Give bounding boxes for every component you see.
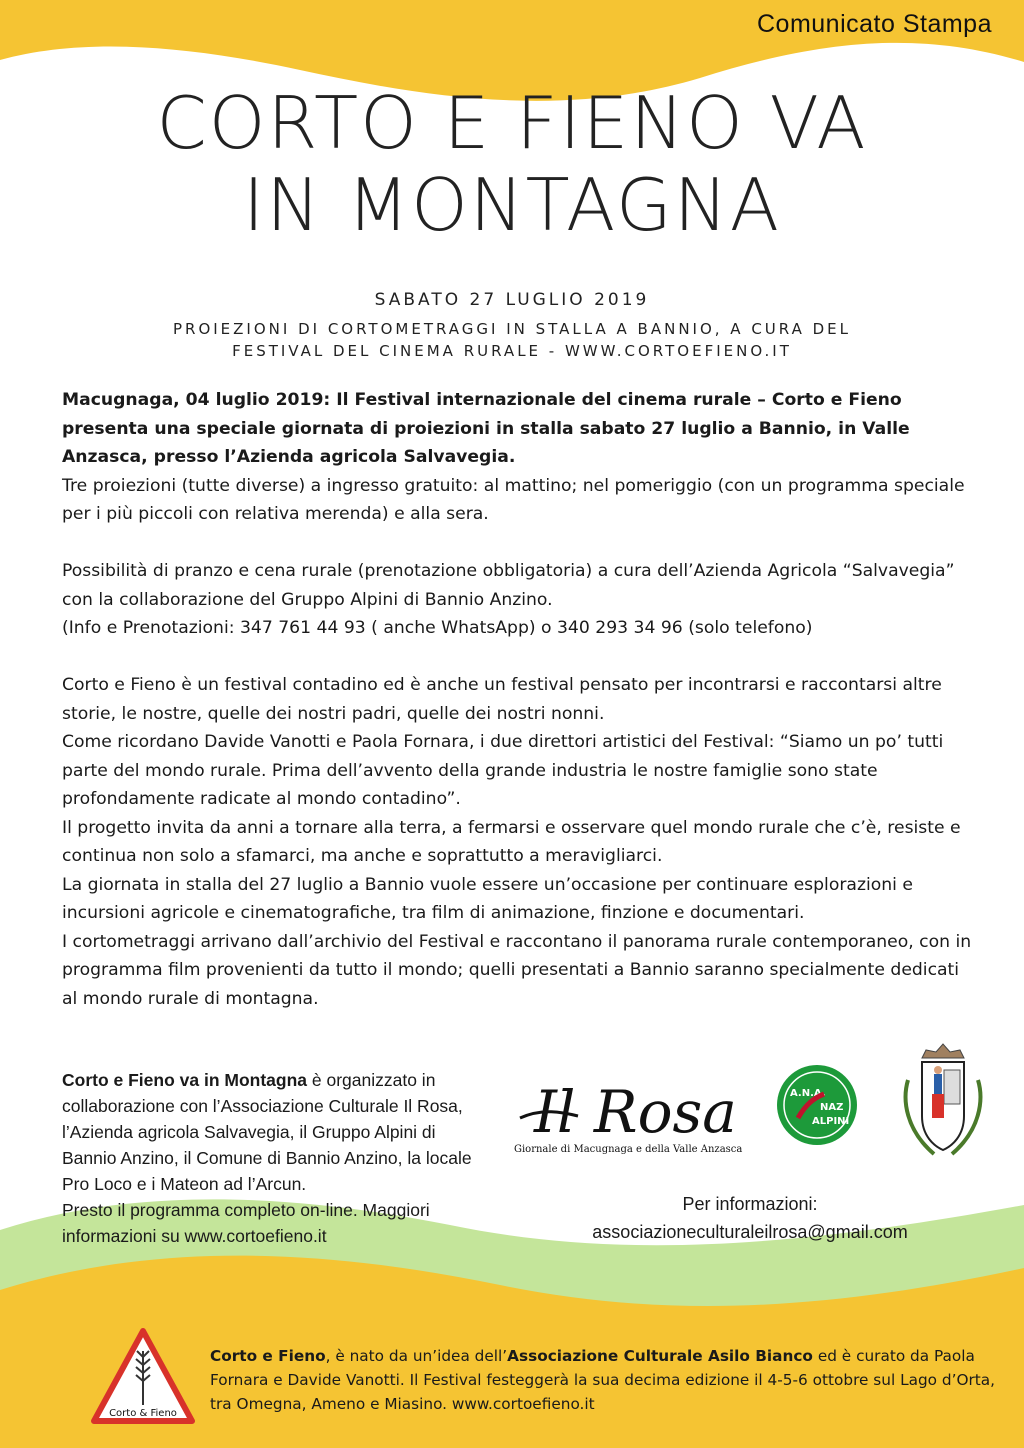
organizers-event-name: Corto e Fieno va in Montagna <box>62 1070 308 1090</box>
press-body <box>62 386 972 1013</box>
body-paragraph: Possibilità di pranzo e cena rurale (prenotazione obbligatoria) a cura dell’Azienda Agricola “Salvavegia” con la collaborazione del Gruppo Alpini di Bannio Anzino. <box>62 561 955 610</box>
contact-label: Per informazioni: <box>682 1194 818 1214</box>
body-paragraph: Corto e Fieno è un festival contadino ed è anche un festival pensato per incontrarsi e raccontarsi altre storie, le nostre, quelle dei nostri padri, quelle dei nostri nonni. <box>62 675 942 724</box>
footer-association-name: Associazione Culturale Asilo Bianco <box>507 1347 813 1365</box>
page-title-line-1: CORTO E FIENO VA <box>156 81 868 165</box>
corto-e-fieno-logo <box>90 1325 196 1427</box>
alpini-logo <box>776 1064 858 1146</box>
organizers-block <box>62 1067 482 1249</box>
body-paragraph: Il progetto invita da anni a tornare alla terra, a fermarsi e osservare quel mondo rurale che c’è, resiste e continua non solo a sfamarci, ma anche e soprattutto a meravigliarci. <box>62 817 961 866</box>
event-subtitle <box>120 318 904 362</box>
il-rosa-logo <box>512 1070 762 1160</box>
il-rosa-logo-title: Il Rosa <box>534 1078 737 1146</box>
body-paragraph: Tre proiezioni (tutte diverse) a ingresso gratuito: al mattino; nel pomeriggio (con un programma speciale per i più piccoli con relativa merenda) e alla sera. <box>62 475 965 524</box>
page-title-line-2: IN MONTAGNA <box>243 163 781 247</box>
corto-e-fieno-logo-label: Corto & Fieno <box>109 1408 177 1419</box>
lead-paragraph: Macugnaga, 04 luglio 2019: Il Festival internazionale del cinema rurale – Corto e Fieno presenta una speciale giornata di proiezioni in stalla sabato 27 luglio a Bannio, in Valle Anzasca, presso l’Azienda agricola Salvavegia. <box>62 390 910 467</box>
body-paragraph: Come ricordano Davide Vanotti e Paola Fornara, i due direttori artistici del Festival: “Siamo un po’ tutti parte del mondo rurale. Prima dell’avvento della grande industria le nostre famiglie sono state profondamente radicate al mondo contadino”. <box>62 732 944 809</box>
footer-festival-name: Corto e Fieno <box>210 1347 326 1365</box>
event-subtitle-line-1: PROIEZIONI DI CORTOMETRAGGI IN STALLA A BANNIO, A CURA DEL <box>172 320 852 338</box>
footer-text: Corto e Fieno, è nato da un’idea dell’Associazione Culturale Asilo Bianco ed è curato da Paola Fornara e Davide Vanotti. Il Festival festeggerà la sua decima edizione il 4-5-6 ottobre sul Lago d’Orta, tra Omegna, Ameno e Miasino. www.cortoefieno.it <box>210 1347 996 1413</box>
contact-email[interactable]: associazioneculturaleilrosa@gmail.com <box>592 1222 908 1242</box>
organizers-text: Corto e Fieno va in Montagna è organizzato in collaborazione con l’Associazione Culturale Il Rosa, l’Azienda agricola Salvavegia, il Gruppo Alpini di Bannio Anzino, il Comune di Bannio Anzino, la locale Pro Loco e i Mateon ad l’Arcun. <box>62 1070 472 1194</box>
body-paragraph: I cortometraggi arrivano dall’archivio del Festival e raccontano il panorama rurale contemporaneo, con in programma film provenienti da tutto il mondo; quelli presentati a Bannio saranno specialmente dedicati al mondo rurale di montagna. <box>62 931 972 1009</box>
event-subtitle-line-2: FESTIVAL DEL CINEMA RURALE - WWW.CORTOEFIENO.IT <box>232 342 792 360</box>
body-paragraph: La giornata in stalla del 27 luglio a Bannio vuole essere un’occasione per continuare esplorazioni e incursioni agricole e cinematografiche, tra film di animazione, finzione e documentari. <box>62 874 913 923</box>
page-title <box>0 82 1024 246</box>
municipal-crest-icon <box>898 1040 988 1170</box>
alpini-logo-naz: NAZ <box>820 1102 844 1113</box>
booking-info: (Info e Prenotazioni: 347 761 44 93 ( anche WhatsApp) o 340 293 34 96 (solo telefono) <box>62 618 813 638</box>
contact-block <box>560 1190 940 1246</box>
press-release-tag: Comunicato Stampa <box>756 10 992 38</box>
organizers-more-info: Presto il programma completo on-line. Maggiori informazioni su www.cortoefieno.it <box>62 1200 430 1246</box>
alpini-logo-bottom: ALPINI <box>812 1116 850 1127</box>
event-date: SABATO 27 LUGLIO 2019 <box>374 290 650 310</box>
alpini-logo-top: A.N.A. <box>790 1088 826 1099</box>
il-rosa-logo-caption: Giornale di Macugnaga e della Valle Anzasca <box>514 1144 743 1155</box>
